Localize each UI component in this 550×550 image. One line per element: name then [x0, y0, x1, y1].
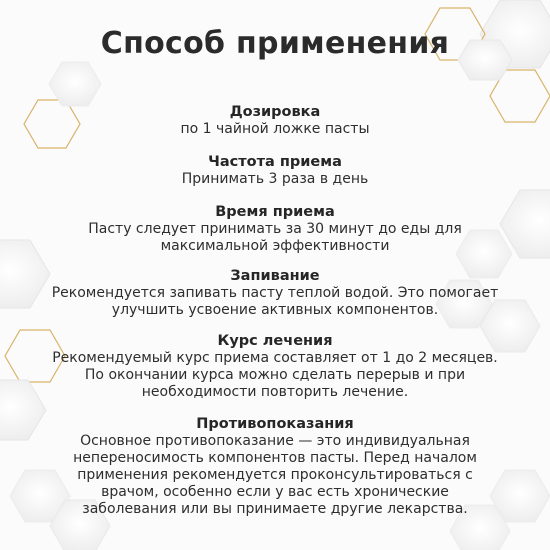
section-heading: Противопоказания: [196, 416, 354, 432]
section-dosage: [0, 104, 550, 138]
section-text: по 1 чайной ложке пасты: [180, 121, 370, 137]
section-heading: Дозировка: [229, 104, 321, 120]
section-frequency: [0, 154, 550, 188]
section-heading: Курс лечения: [217, 333, 333, 349]
section-text: Рекомендуемый курс приема составляет от 1 до 2 месяцев. По окончании курса можно сделать перерыв и при необходимости повторить лечение.: [52, 350, 498, 400]
section-heading: Время приема: [215, 204, 335, 220]
section-text: Основное противопоказание — это индивидуальная непереносимость компонентов пасты. Перед началом применения рекомендуется проконсультироваться с врачом, особенно если у вас есть хронические заболевания или вы принимаете другие лекарства.: [73, 433, 477, 517]
section-heading: Частота приема: [208, 154, 342, 170]
section-heading: Запивание: [230, 268, 320, 284]
section-text: Рекомендуется запивать пасту теплой водой. Это помогает улучшить усвоение активных компонентов.: [51, 285, 499, 318]
section-course: [0, 333, 550, 401]
section-text: Принимать 3 раза в день: [181, 171, 369, 187]
section-drinking: [0, 268, 550, 319]
section-contraindications: [0, 416, 550, 518]
section-text: Пасту следует принимать за 30 минут до еды для максимальной эффективности: [88, 221, 462, 254]
section-timing: [0, 204, 550, 255]
page-title: Способ применения: [100, 26, 450, 61]
